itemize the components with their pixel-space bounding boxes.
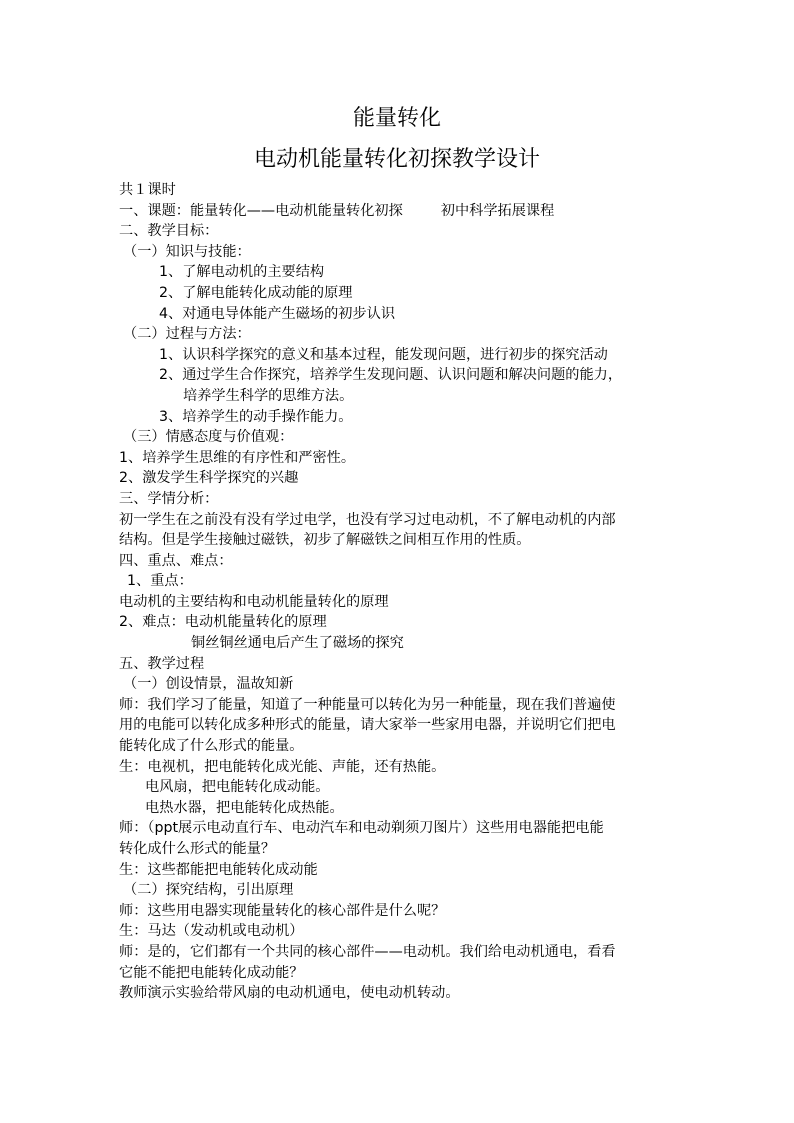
text-line: 生：这些都能把电能转化成动能 (119, 861, 318, 878)
course-note: 初中科学拓展课程 (440, 202, 555, 219)
text-line: 共１课时 (119, 182, 176, 198)
document-body (119, 180, 679, 1004)
text-line: 3、培养学生的动手操作能力。 (159, 408, 353, 425)
text-line: 师：是的，它们都有一个共同的核心部件——电动机。我们给电动机通电，看看 (119, 943, 616, 960)
text-line: 1、了解电动机的主要结构 (159, 264, 325, 281)
lesson-topic: 一、课题：能量转化——电动机能量转化初探 (119, 202, 403, 219)
text-line: （二）过程与方法： (123, 326, 251, 343)
text-line: 培养学生科学的思维方法。 (183, 387, 354, 404)
text-line: 2、了解电能转化成动能的原理 (159, 284, 353, 301)
text-line: 1、培养学生思维的有序性和严密性。 (119, 449, 356, 466)
text-line: 1、重点： (127, 573, 193, 590)
text-line: 能转化成了什么形式的能量。 (119, 738, 304, 755)
text-line: 生：电视机，把电能转化成光能、声能，还有热能。 (119, 758, 446, 775)
text-line: 三、学情分析： (119, 490, 219, 507)
text-line: （一）知识与技能： (123, 243, 251, 260)
text-line: 铜丝铜丝通电后产生了磁场的探究 (191, 635, 404, 652)
text-line: 教师演示实验给带风扇的电动机通电，使电动机转动。 (119, 985, 460, 1002)
text-line: 电动机的主要结构和电动机能量转化的原理 (119, 593, 389, 610)
text-line: 五、教学过程 (119, 655, 205, 672)
text-line: （二）探究结构，引出原理 (123, 882, 294, 899)
text-line: 初一学生在之前没有没有学过电学，也没有学习过电动机，不了解电动机的内部 (119, 511, 616, 528)
text-line: 2、难点：电动机能量转化的原理 (119, 614, 327, 631)
text-line: 2、激发学生科学探究的兴趣 (119, 470, 299, 487)
document-title: 能量转化 (352, 106, 441, 131)
text-line: 4、对通电导体能产生磁场的初步认识 (159, 305, 396, 322)
text-line: 二、教学目标： (119, 223, 219, 240)
text-line: 师：这些用电器实现能量转化的核心部件是什么呢？ (119, 902, 446, 919)
text-line: 四、重点、难点： (119, 552, 233, 569)
text-line: 生：马达（发动机或电动机） (119, 923, 304, 940)
text-line: 师：（ppt展示电动直行车、电动汽车和电动剃须刀图片）这些用电器能把电能 (119, 820, 604, 837)
text-line: 用的电能可以转化成多种形式的能量，请大家举一些家用电器，并说明它们把电 (119, 717, 616, 734)
text-line: 2、通过学生合作探究，培养学生发现问题、认识问题和解决问题的能力， (159, 367, 623, 384)
text-line: 师：我们学习了能量，知道了一种能量可以转化为另一种能量，现在我们普遍使 (119, 696, 616, 713)
text-line: 结构。但是学生接触过磁铁，初步了解磁铁之间相互作用的性质。 (119, 532, 531, 549)
text-line: 转化成什么形式的能量？ (119, 841, 276, 857)
text-line: 1、认识科学探究的意义和基本过程，能发现问题，进行初步的探究活动 (159, 346, 608, 363)
text-line: 电热水器，把电能转化成热能。 (145, 799, 344, 816)
text-line: （一）创设情景，温故知新 (123, 676, 294, 693)
text-line: （三）情感态度与价值观： (123, 429, 294, 446)
text-line (119, 201, 679, 222)
text-line: 它能不能把电能转化成动能？ (119, 964, 304, 981)
text-line: 电风扇，把电能转化成动能。 (145, 779, 330, 796)
document-subtitle: 电动机能量转化初探教学设计 (253, 147, 540, 172)
